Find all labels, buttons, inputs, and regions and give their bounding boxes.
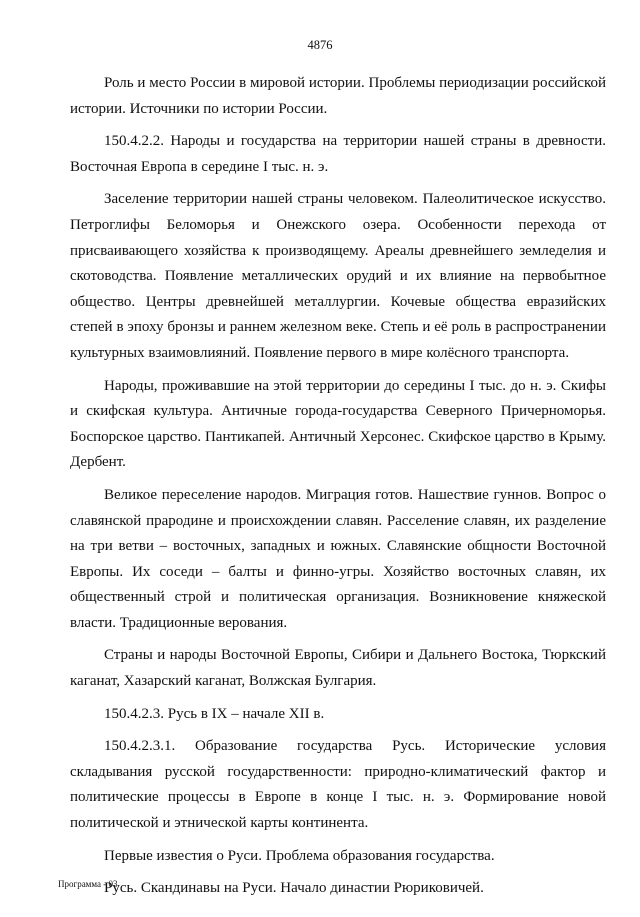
- footer-label: Программа - 03: [58, 879, 118, 889]
- page-number: 4876: [307, 38, 333, 52]
- paragraph-countries-peoples: Страны и народы Восточной Европы, Сибири и Дальнего Востока, Тюркский каганат, Хазарский каганат, Волжская Булгария.: [70, 647, 606, 690]
- paragraph-section-heading-150-4-2-3: 150.4.2.3. Русь в IX – начале XII в.: [104, 705, 325, 722]
- paragraph-rus-scandinavians: Русь. Скандинавы на Руси. Начало династии Рюриковичей.: [104, 880, 484, 897]
- paragraph-state-formation: 150.4.2.3.1. Образование государства Русь. Исторические условия складывания русской государственности: природно-климатический фактор и политические процессы в Европе в конце I тыс. н. э. Формирование новой политической и этнической карты континента.: [70, 738, 606, 832]
- paragraph-section-heading-150-4-2-2: 150.4.2.2. Народы и государства на территории нашей страны в древности. Восточная Европа в середине I тыс. н. э.: [70, 133, 606, 175]
- document-body: [70, 71, 606, 909]
- paragraph-first-mentions: Первые известия о Руси. Проблема образования государства.: [104, 847, 495, 864]
- paragraph-peoples-scythians: Народы, проживавшие на этой территории до середины I тыс. до н. э. Скифы и скифская культура. Античные города-государства Северного Причерноморья. Боспорское царство. Пантикапей. Античный Херсонес. Скифское царство в Крыму. Дербент.: [70, 377, 606, 471]
- paragraph-history-role: Роль и место России в мировой истории. Проблемы периодизации российской истории. Источники по истории России.: [70, 75, 606, 117]
- paragraph-settlement: Заселение территории нашей страны человеком. Палеолитическое искусство. Петроглифы Беломорья и Онежского озера. Особенности перехода от присваивающего хозяйства к производящему. Ареалы древнейшего земледелия и скотоводства. Появление металлических орудий и их влияние на первобытное общество. Центры древнейшей металлургии. Кочевые общества евразийских степей в эпоху бронзы и раннем железном веке. Степь и её роль в распространении культурных взаимовлияний. Появление первого в мире колёсного транспорта.: [70, 191, 606, 361]
- paragraph-great-migration: Великое переселение народов. Миграция готов. Нашествие гуннов. Вопрос о славянской прародине и происхождении славян. Расселение славян, их разделение на три ветви – восточных, западных и южных. Славянские общности Восточной Европы. Их соседи – балты и финно-угры. Хозяйство восточных славян, их общественный строй и политическая организация. Возникновение княжеской власти. Традиционные верования.: [70, 486, 606, 631]
